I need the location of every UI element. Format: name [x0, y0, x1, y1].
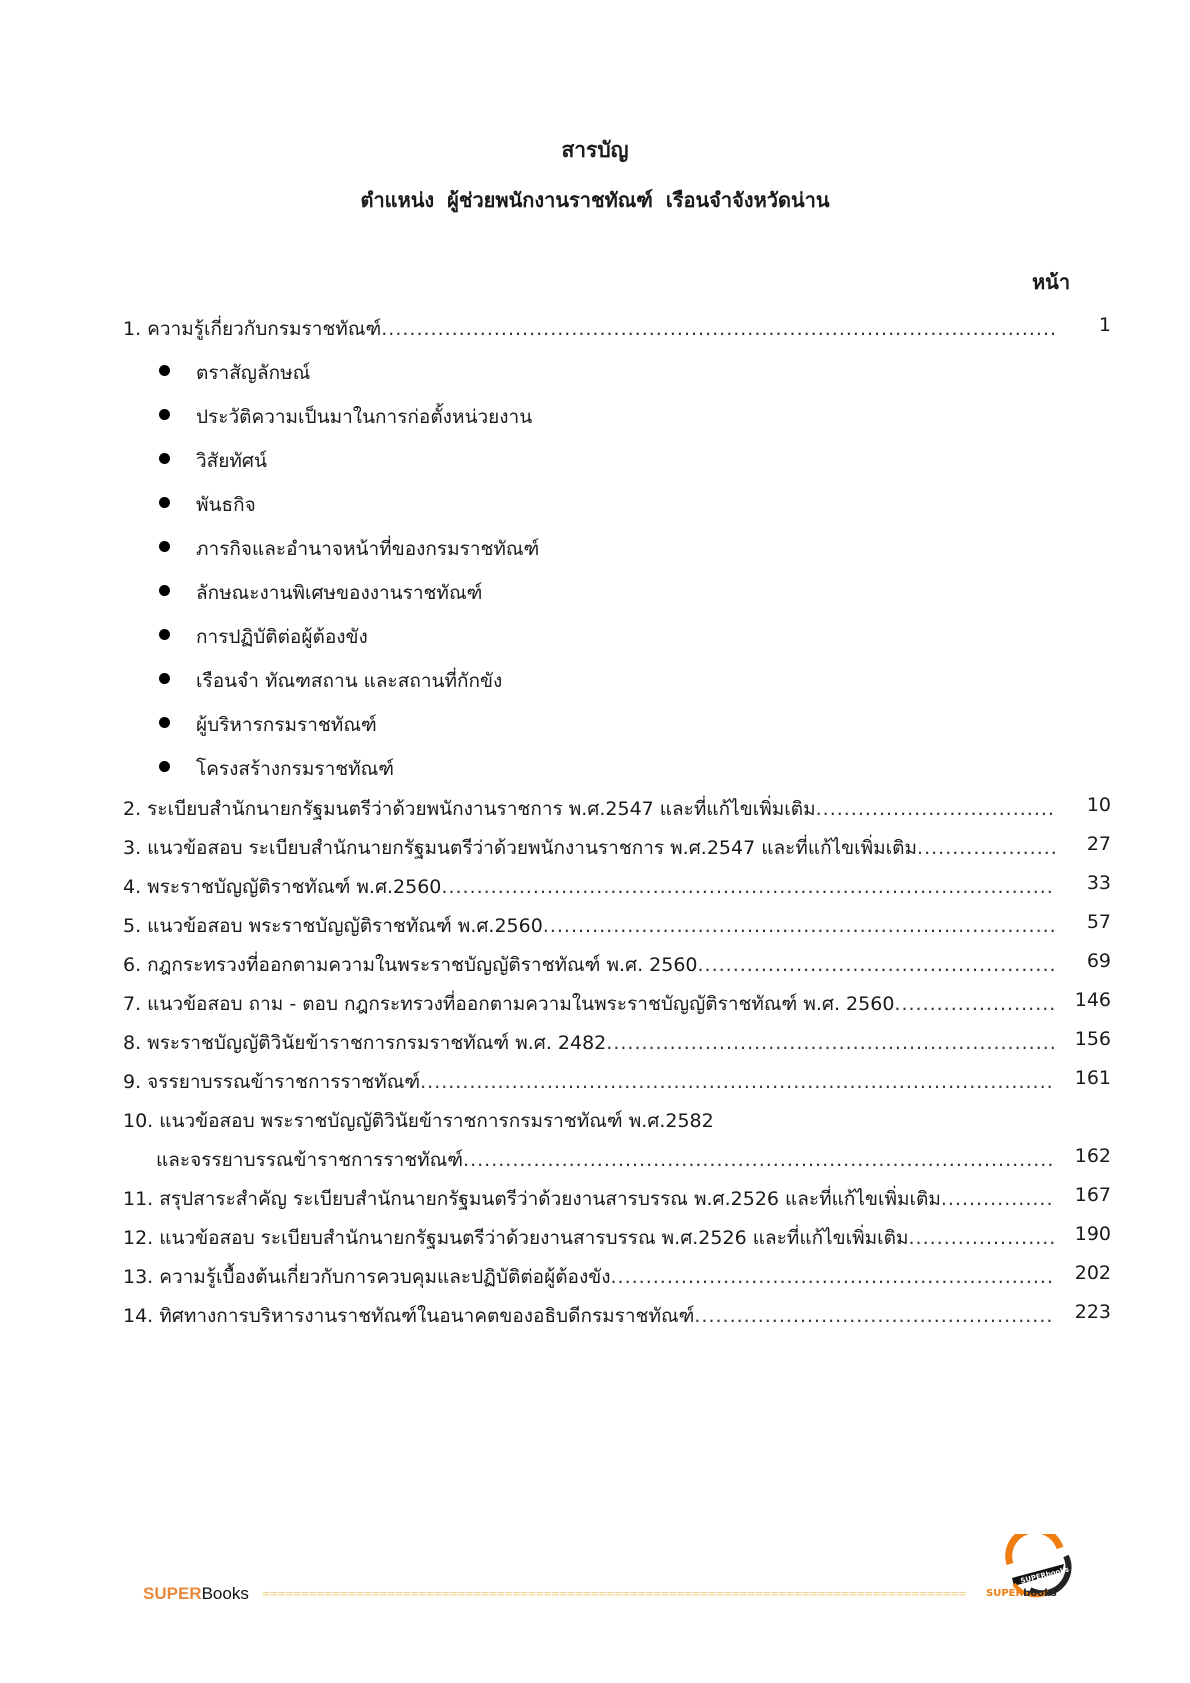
- toc-entry-page: 27: [1086, 833, 1111, 855]
- toc-entry-label: 9. จรรยาบรรณข้าราชการราชทัณฑ์: [123, 1071, 421, 1093]
- leader-dots: [698, 954, 1055, 976]
- toc-entry-6[interactable]: [123, 950, 1111, 980]
- brand-books: Books: [201, 1584, 249, 1603]
- leader-dots: [611, 1266, 1055, 1288]
- toc-entry-1[interactable]: [123, 314, 1111, 344]
- logo-super: SUPER: [986, 1588, 1024, 1599]
- page-subtitle: ตำแหน่ง ผู้ช่วยพนักงานราชทัณฑ์ เรือนจำจังหวัดน่าน: [360, 188, 830, 212]
- toc-entry-page: 161: [1074, 1067, 1111, 1089]
- leader-dots: [694, 1305, 1055, 1327]
- footer-brand: [143, 1584, 249, 1604]
- toc-subitem-label: ตราสัญลักษณ์: [196, 362, 311, 384]
- toc-entry-8[interactable]: [123, 1028, 1111, 1058]
- bullet-icon: [159, 365, 170, 376]
- toc-entry-label: 5. แนวข้อสอบ พระราชบัญญัติราชทัณฑ์ พ.ศ.2560: [123, 915, 543, 937]
- toc-entry-label: 8. พระราชบัญญัติวินัยข้าราชการกรมราชทัณฑ์ พ.ศ. 2482: [123, 1032, 607, 1054]
- toc-subitem-label: การปฏิบัติต่อผู้ต้องขัง: [196, 626, 368, 648]
- toc-entry-label: 6. กฎกระทรวงที่ออกตามความในพระราชบัญญัติราชทัณฑ์ พ.ศ. 2560: [123, 954, 698, 976]
- toc-subitem-label: วิสัยทัศน์: [196, 450, 267, 472]
- toc-entry-page: 223: [1074, 1301, 1111, 1323]
- toc-subitem[interactable]: [159, 534, 539, 564]
- toc-entry-label: และจรรยาบรรณข้าราชการราชทัณฑ์: [156, 1149, 464, 1171]
- leader-dots: [463, 1149, 1055, 1171]
- page-title: สารบัญ: [561, 138, 629, 162]
- toc-entry-14[interactable]: [123, 1301, 1111, 1331]
- toc-entry-2[interactable]: [123, 794, 1111, 824]
- toc-entry-12[interactable]: [123, 1223, 1111, 1253]
- leader-dots: [381, 318, 1055, 340]
- leader-dots: [543, 915, 1055, 937]
- leader-dots: [816, 798, 1055, 820]
- leader-dots: [441, 876, 1055, 898]
- toc-entry-label: 12. แนวข้อสอบ ระเบียบสำนักนายกรัฐมนตรีว่าด้วยงานสารบรรณ พ.ศ.2526 และที่แก้ไขเพิ่มเติม: [123, 1227, 909, 1249]
- toc-entry-page: 167: [1074, 1184, 1111, 1206]
- toc-entry-label: 10. แนวข้อสอบ พระราชบัญญัติวินัยข้าราชการกรมราชทัณฑ์ พ.ศ.2582: [123, 1110, 714, 1132]
- toc-subitem-label: ประวัติความเป็นมาในการก่อตั้งหน่วยงาน: [196, 406, 533, 428]
- toc-subitem-label: เรือนจำ ทัณฑสถาน และสถานที่กักขัง: [196, 670, 503, 692]
- toc-entry-4[interactable]: [123, 872, 1111, 902]
- toc-entry-page: 33: [1086, 872, 1111, 894]
- brand-super: SUPER: [143, 1584, 202, 1603]
- toc-entry-11[interactable]: [123, 1184, 1111, 1214]
- toc-subitem[interactable]: [159, 710, 377, 740]
- toc-entry-page: 10: [1086, 794, 1111, 816]
- toc-subitem-label: โครงสร้างกรมราชทัณฑ์: [196, 758, 395, 780]
- toc-entry-page: 162: [1074, 1145, 1111, 1167]
- toc-subitem[interactable]: [159, 402, 532, 432]
- logo-wordmark: [986, 1588, 1057, 1599]
- toc-subitem[interactable]: [159, 490, 256, 520]
- footer-divider: ==========================================================================================: [262, 1587, 967, 1601]
- toc-entry-13[interactable]: [123, 1262, 1111, 1292]
- toc-entry-page: 202: [1074, 1262, 1111, 1284]
- logo-books: books: [1023, 1588, 1057, 1599]
- bullet-icon: [159, 629, 170, 640]
- toc-entry-label: 3. แนวข้อสอบ ระเบียบสำนักนายกรัฐมนตรีว่าด้วยพนักงานราชการ พ.ศ.2547 และที่แก้ไขเพิ่มเติม: [123, 837, 918, 859]
- toc-entry-5[interactable]: [123, 911, 1111, 941]
- leader-dots: [941, 1188, 1055, 1210]
- toc-entry-page: 156: [1074, 1028, 1111, 1050]
- toc-subitem[interactable]: [159, 358, 310, 388]
- leader-dots: [420, 1071, 1055, 1093]
- toc-subitem-label: ลักษณะงานพิเศษของงานราชทัณฑ์: [196, 582, 483, 604]
- bullet-icon: [159, 673, 170, 684]
- toc-entry-page: 69: [1086, 950, 1111, 972]
- toc-subitem[interactable]: [159, 754, 394, 784]
- bullet-icon: [159, 409, 170, 420]
- toc-entry-label: 7. แนวข้อสอบ ถาม - ตอบ กฎกระทรวงที่ออกตามความในพระราชบัญญัติราชทัณฑ์ พ.ศ. 2560: [123, 993, 895, 1015]
- bullet-icon: [159, 497, 170, 508]
- toc-entry-9[interactable]: [123, 1067, 1111, 1097]
- toc-entry-10-cont[interactable]: [123, 1145, 1111, 1175]
- toc-entry-label: 4. พระราชบัญญัติราชทัณฑ์ พ.ศ.2560: [123, 876, 442, 898]
- toc-entry-10[interactable]: [123, 1106, 1083, 1136]
- toc-subitem-label: ผู้บริหารกรมราชทัณฑ์: [196, 714, 377, 736]
- toc-entry-page: 190: [1074, 1223, 1111, 1245]
- toc-entry-page: 1: [1098, 314, 1111, 336]
- toc-subitem[interactable]: [159, 578, 482, 608]
- toc-entry-7[interactable]: [123, 989, 1111, 1019]
- toc-entry-label: 14. ทิศทางการบริหารงานราชทัณฑ์ในอนาคตของอธิบดีกรมราชทัณฑ์: [123, 1305, 695, 1327]
- bullet-icon: [159, 761, 170, 772]
- leader-dots: [606, 1032, 1055, 1054]
- toc-entry-page: 57: [1086, 911, 1111, 933]
- toc-subitem[interactable]: [159, 666, 502, 696]
- leader-dots: [909, 1227, 1055, 1249]
- leader-dots: [917, 837, 1055, 859]
- toc-entry-label: 2. ระเบียบสำนักนายกรัฐมนตรีว่าด้วยพนักงานราชการ พ.ศ.2547 และที่แก้ไขเพิ่มเติม: [123, 798, 816, 820]
- toc-entry-label: 1. ความรู้เกี่ยวกับกรมราชทัณฑ์: [123, 318, 382, 340]
- page-column-header: หน้า: [1032, 270, 1071, 294]
- toc-subitem-label: พันธกิจ: [196, 494, 256, 516]
- leader-dots: [894, 993, 1055, 1015]
- toc-subitem[interactable]: [159, 446, 267, 476]
- bullet-icon: [159, 541, 170, 552]
- toc-entry-page: 146: [1074, 989, 1111, 1011]
- toc-subitem[interactable]: [159, 622, 368, 652]
- logo-ring-text: SUPERbooks: [1019, 1565, 1070, 1586]
- toc-entry-label: 13. ความรู้เบื้องต้นเกี่ยวกับการควบคุมและปฏิบัติต่อผู้ต้องขัง: [123, 1266, 611, 1288]
- bullet-icon: [159, 717, 170, 728]
- toc-entry-3[interactable]: [123, 833, 1111, 863]
- toc-subitem-label: ภารกิจและอำนาจหน้าที่ของกรมราชทัณฑ์: [196, 538, 540, 560]
- toc-entry-label: 11. สรุปสาระสำคัญ ระเบียบสำนักนายกรัฐมนตรีว่าด้วยงานสารบรรณ พ.ศ.2526 และที่แก้ไขเพิ่มเติม: [123, 1188, 941, 1210]
- bullet-icon: [159, 585, 170, 596]
- bullet-icon: [159, 453, 170, 464]
